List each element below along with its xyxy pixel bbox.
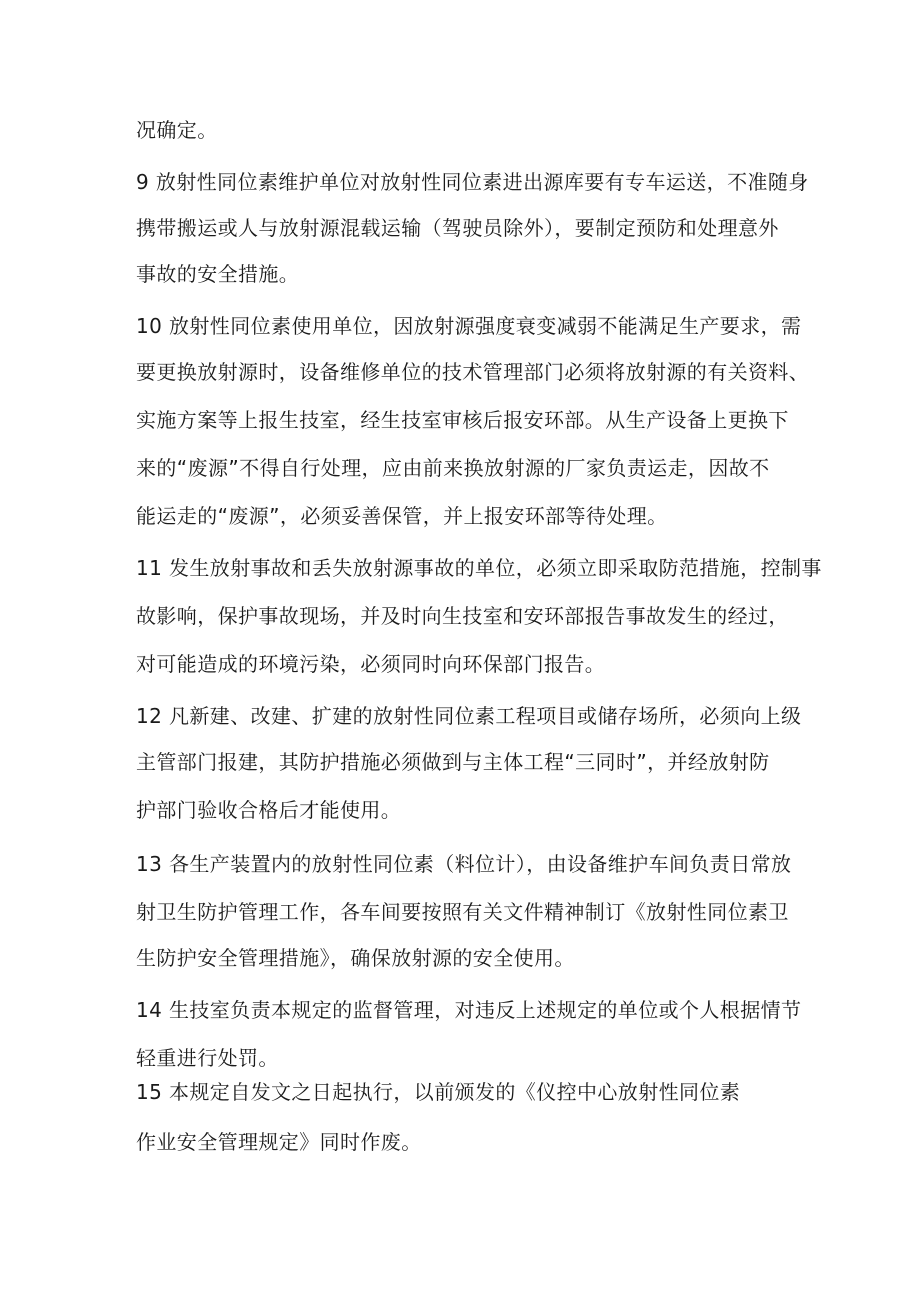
text-line: 射卫生防护管理工作，各车间要按照有关文件精神制订《放射性同位素卫 [136, 900, 789, 924]
text-line: 15 本规定自发文之日起执行，以前颁发的《仪控中心放射性同位素 [136, 1080, 741, 1104]
text-line: 护部门验收合格后才能使用。 [136, 798, 402, 822]
text-line: 9 放射性同位素维护单位对放射性同位素进出源库要有专车运送，不准随身 [136, 170, 809, 194]
text-line: 携带搬运或人与放射源混载运输（驾驶员除外），要制定预防和处理意外 [136, 216, 779, 240]
text-line: 要更换放射源时，设备维修单位的技术管理部门必须将放射源的有关资料、 [136, 360, 810, 384]
text-line: 作业安全管理规定》同时作废。 [136, 1130, 422, 1154]
text-line: 11 发生放射事故和丢失放射源事故的单位，必须立即采取防范措施，控制事 [136, 556, 822, 580]
text-line: 对可能造成的环境污染，必须同时向环保部门报告。 [136, 652, 606, 676]
text-line: 能运走的“废源”，必须妥善保管，并上报安环部等待处理。 [136, 504, 668, 528]
text-line: 生防护安全管理措施》，确保放射源的安全使用。 [136, 946, 575, 970]
text-line: 实施方案等上报生技室，经生技室审核后报安环部。从生产设备上更换下 [136, 408, 789, 432]
text-line: 故影响，保护事故现场，并及时向生技室和安环部报告事故发生的经过， [136, 604, 789, 628]
text-line: 来的“废源”不得自行处理，应由前来换放射源的厂家负责运走，因故不 [136, 456, 770, 480]
text-line: 13 各生产装置内的放射性同位素（料位计），由设备维护车间负责日常放 [136, 852, 792, 876]
text-line: 事故的安全措施。 [136, 262, 300, 286]
text-line: 况确定。 [136, 118, 218, 142]
text-line: 10 放射性同位素使用单位，因放射源强度衰变减弱不能满足生产要求，需 [136, 314, 802, 338]
text-line: 12 凡新建、改建、扩建的放射性同位素工程项目或储存场所，必须向上级 [136, 704, 802, 728]
text-line: 14 生技室负责本规定的监督管理，对违反上述规定的单位或个人根据情节 [136, 998, 802, 1022]
text-line: 主管部门报建，其防护措施必须做到与主体工程“三同时”，并经放射防 [136, 750, 770, 774]
text-line: 轻重进行处罚。 [136, 1046, 279, 1070]
